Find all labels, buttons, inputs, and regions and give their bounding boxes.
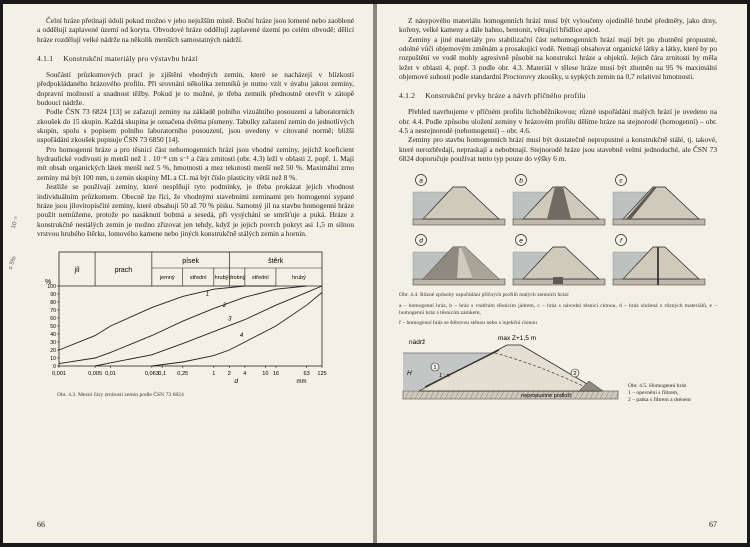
- caption-line: 2 – patka s filtrem a drénem: [628, 397, 691, 404]
- marker-label: 2: [573, 371, 577, 378]
- margin-note: 10⁻⁸: [10, 215, 21, 230]
- chart-frame: [59, 252, 322, 366]
- paragraph: Pro homogenní hráze a pro těsnicí část nehomogenních hrází jsou vhodné zeminy, jejichž koeficient hydraulické vodivosti je menší než 1 . 10⁻⁸ cm s⁻¹ a čára zrnitosti (obr. 4.3) leží v oblasti 2, popř. 1. Mají mít obsah organických látek menší než 5 %, hmotnosti a mez tekutosti menší než 50 %. Maximální zrno zeminy má být 100 mm, u zemin skupiny ML a CL má být číslo plasticity větší než 8 %.: [37, 144, 354, 182]
- margin-note: ≤ 5%: [7, 255, 18, 271]
- subband-label: střední: [189, 275, 207, 282]
- y-tick-label: 30: [50, 340, 56, 347]
- x-tick-label: 4: [243, 371, 247, 378]
- panel-label: c: [619, 177, 623, 185]
- ground: [413, 279, 505, 285]
- section-heading-4-1-2: [399, 91, 717, 100]
- subband-label: střední: [251, 275, 269, 282]
- subband-label: drobný: [228, 275, 246, 282]
- band-label: štěrk: [268, 258, 284, 266]
- reservoir-label: nádrž: [409, 339, 426, 347]
- page-number: 67: [709, 520, 717, 529]
- x-axis-label: d: [234, 378, 238, 386]
- y-tick-label: 60: [50, 316, 56, 323]
- ground: [513, 219, 605, 225]
- marker-label: 1: [433, 365, 437, 372]
- x-tick-label: 0,001: [52, 371, 66, 378]
- panel-label: f: [620, 237, 622, 245]
- ground: [613, 219, 705, 225]
- section-heading-4-1-1: [37, 54, 354, 63]
- page-number: 66: [37, 520, 45, 529]
- y-tick-label: 100: [47, 284, 56, 291]
- y-tick-label: 90: [50, 292, 56, 299]
- subband-label: jemný: [159, 275, 175, 282]
- paragraph: Součástí průzkumových prací je zjištění vhodných zemin, které se nacházejí v blízkosti předpokládaného hrázového profilu. Při srovnání několika zemníků je nutno vzít v úvahu jakost zeminy, dopravní možnosti a snadnost těžby. Pokud je to možné, je třeba zemník přednostně otevřít v zátopě budoucí nádrže.: [37, 70, 354, 108]
- figure-caption-4-4-line: f – homogenní hráz se štětovou stěnou nebo s injekční clonou: [399, 320, 537, 327]
- y-tick-label: 40: [50, 332, 56, 339]
- paragraph: Jestliže se používají zeminy, které nesplňují tyto podmínky, je třeba prokázat jejich vhodnost individuálním průzkumem. Obecně lze říci, že vhodnými stavebními zeminami pro homogenní sypané hráze jsou jílovitopísčité zeminy, které obsahují 50 až 70 % písku. Samotný jíl na stavbu homogenní hráze použít nemůžeme, protože po nasáknutí bobtná a sesedá, při vysýchání se smršťuje a puká. Hráze z konstrukčně nestálých zemin je možno zřizovat jen tehdy, když je jejich povrch pokryt asi 1,5 m silnou vrstvou hrubého štěrku, lomového kamene nebo jiných konstrukčně stálých zemin a hornin.: [37, 182, 354, 238]
- cutoff-key: [553, 277, 563, 284]
- height-label: H: [407, 370, 412, 378]
- figure-4-5: [399, 327, 717, 406]
- x-axis-unit: mm: [296, 379, 307, 386]
- figure-caption-4-4-line: a – homogenní hráz, b – hráz s vnitřním těsnicím jádrem, c – hráz s návodní těsnicí clonou, d – hráz složená z různých materiálů, e – homogenní hráz s těsnicím zámkem,: [399, 302, 717, 316]
- homogeneous-dam-figure: [399, 331, 624, 406]
- y-tick-label: 70: [50, 308, 56, 315]
- panel-label: a: [419, 177, 423, 185]
- region-label: 4: [239, 333, 244, 340]
- caption-title: Obr. 4.5. Homogenní hráz: [628, 383, 687, 390]
- grain-size-chart: [37, 244, 337, 389]
- grading-curve: [95, 286, 322, 366]
- dam-profiles-figure: [409, 169, 709, 289]
- ground: [613, 279, 705, 285]
- section-title: Konstrukční materiály pro výstavbu hrází: [63, 54, 198, 64]
- figure-caption-4-4-title: Obr. 4.4. Různé způsoby uspořádání příčných profilů malých zemních hrází: [399, 292, 569, 299]
- y-tick-label: 50: [50, 324, 56, 331]
- grading-curve: [59, 286, 307, 364]
- paragraph: Podle ČSN 73 6824 [13] se zařazují zeminy na základě polního vizuálního posouzení a laboratorních zkoušek do 15 skupin. Každá skupina je označena dvěma písmeny. Tabulky zařazení zemin do jednotlivých skupin, spolu s popisem polního laboratorního posouzení, jsou uvedeny v citované normě; bližší uspořádání zkoušek popisuje ČSN 73 6850 [14].: [37, 107, 354, 145]
- caption-line: 1 – opevnění s filtrem,: [628, 390, 679, 397]
- y-axis-label: %: [45, 279, 52, 287]
- section-title: Konstrukční prvky hráze a návrh příčného profilu: [425, 91, 586, 101]
- region-label: 2: [222, 303, 227, 310]
- region-label: 3: [228, 316, 232, 323]
- paragraph: Zeminy pro stavbu homogenních hrází musí být dostatečně nepropustné a konstrukčně stálé, tj. takové, které nerozbředají, nepraskají a nebobtnají. Stejnorodé hráze jsou stavebně velmi jednoduché, ale ČSN 73 6824 doporučuje používat tento typ pouze do výšky 6 m.: [399, 135, 717, 164]
- panel-label: d: [419, 237, 423, 245]
- slope-label: 1 : n: [439, 373, 450, 380]
- paragraph: Přehled navrhujeme v příčném profilu lichoběžníkovou; různé uspořádání malých hrází je uvedeno na obr. 4.4. Podle způsobu uložení zeminy v hrázovém profilu dělíme hráze na stejnorodé (homogenní) – obr. 4.5 a nestejnorodé (nehomogenní) – obr. 4.6.: [399, 107, 717, 136]
- x-tick-label: 0,25: [177, 371, 189, 378]
- x-tick-label: 125: [317, 371, 327, 378]
- x-tick-label: 0,01: [105, 371, 117, 378]
- x-tick-label: 0,063: [144, 371, 159, 378]
- grading-curve: [59, 286, 276, 350]
- band-label: písek: [182, 258, 199, 266]
- band-label: prach: [114, 267, 133, 275]
- y-tick-label: 10: [50, 356, 56, 363]
- x-tick-label: 63: [303, 371, 310, 378]
- foundation-label: nepropustné podloží: [521, 393, 572, 400]
- section-body: [37, 70, 354, 238]
- x-tick-label: 1: [212, 371, 216, 378]
- band-label: jíl: [74, 267, 80, 275]
- panel-label: b: [519, 177, 523, 185]
- figure-caption-4-5: [628, 383, 691, 404]
- x-tick-label: 16: [272, 371, 280, 378]
- section-number: 4.1.1: [37, 54, 54, 64]
- y-tick-label: 20: [50, 348, 56, 355]
- y-tick-label: 0: [53, 364, 56, 371]
- intro-text: [399, 16, 717, 81]
- section-body: [399, 107, 717, 163]
- x-tick-label: 10: [262, 371, 269, 378]
- right-page: [377, 4, 747, 543]
- region-label: 1: [205, 291, 210, 298]
- x-tick-label: 2: [227, 371, 231, 378]
- crest-label: max Z+1,5 m: [497, 335, 537, 343]
- paragraph: Čelní hráze přetínají údolí pokud možno v jeho nejužším místě. Boční hráze jsou lomené nebo zaoblené a oddělují zaplavené území od koryta. Obvodové hráze oddělují zaplavené území po celém obvodě; dělicí hráze rozdělují velké nádrže na několik menších samostatných nádrží.: [37, 16, 354, 44]
- ground: [413, 219, 505, 225]
- x-tick-label: 0,005: [88, 371, 103, 378]
- paragraph: Zeminy a jiné materiály pro stabilizační část nehomogenních hrází mají být po zhutnění propustné, odolné vůči objemovým změnám a prosakující vodě. Nemají obsahovat organické látky a látky, které by po rozpuštění ve vodě mohly agresivně působit na konstrukci hráze a objektů. Jejich čára zrnitosti by měla ležet v oblasti 4, popř. 3 podle obr. 4.3. Materiál v tělese hráze musí být zhutněn na 95 % maximální objemové suhosti podle standardní Proctorovy zkoušky, u sypkých zemin na 0,7 relativní hmotnosti.: [399, 34, 717, 82]
- grading-curve: [152, 293, 322, 367]
- panel-label: e: [519, 237, 523, 245]
- section-number: 4.1.2: [399, 91, 416, 101]
- y-tick-label: 80: [50, 300, 56, 307]
- left-page: [3, 4, 374, 543]
- paragraph: Z násypového materiálu homogenních hrází musí být vyloučeny ojedinělé hrubé předměty, jako drny, kořeny, velké kameny a dále bahno, bentonit, větrající břidlice apod.: [399, 16, 717, 35]
- subband-label: hrubý: [292, 275, 306, 282]
- x-tick-label: 0,1: [158, 371, 167, 378]
- intro-text: [37, 16, 354, 44]
- figure-caption-4-3: Obr. 4.3. Mezní čáry zrnitosti zemin podle ČSN 73 6824: [57, 392, 184, 399]
- subband-label: hrubý: [214, 275, 229, 282]
